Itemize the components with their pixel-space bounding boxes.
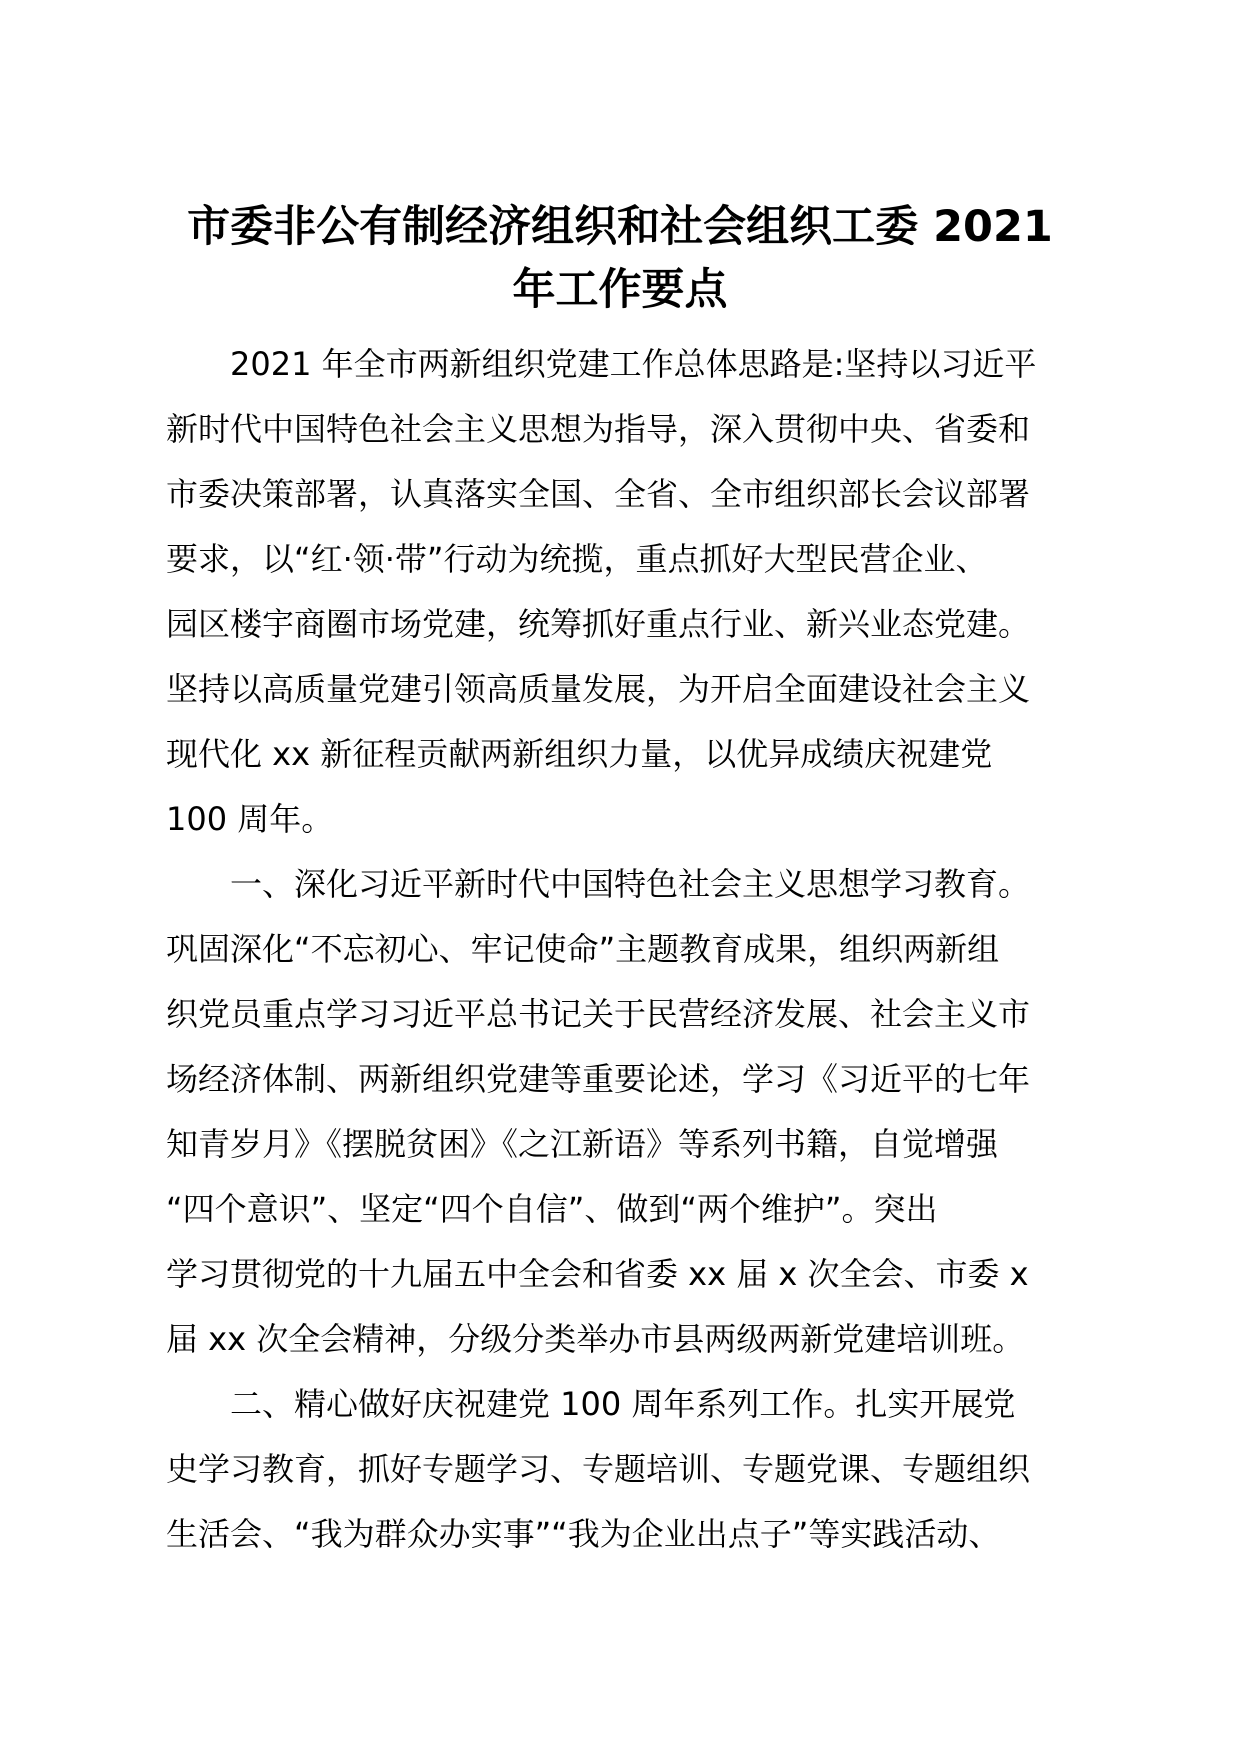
- document-title: [160, 196, 1080, 322]
- paragraph-1-line-6: 坚持以高质量党建引领高质量发展，为开启全面建设社会主义: [166, 670, 1031, 708]
- paragraph-3-line-2: 史学习教育，抓好专题学习、专题培训、专题党课、专题组织: [166, 1450, 1031, 1488]
- document-body: [166, 332, 1078, 1567]
- paragraph-2-line-7: 学习贯彻党的十九届五中全会和省委 xx 届 x 次全会、市委 x: [166, 1255, 1029, 1293]
- paragraph-1-line-5: 园区楼宇商圈市场党建，统筹抓好重点行业、新兴业态党建。: [166, 605, 1031, 643]
- paragraph-3-line-3: 生活会、“我为群众办实事”“我为企业出点子”等实践活动、: [166, 1515, 1001, 1553]
- title-line-1: 市委非公有制经济组织和社会组织工委 2021: [187, 202, 1053, 252]
- title-line-2: 年工作要点: [512, 265, 728, 315]
- paragraph-3-line-1: 二、精心做好庆祝建党 100 周年系列工作。扎实开展党: [230, 1385, 1016, 1423]
- paragraph-1-line-4: 要求，以“红·领·带”行动为统揽，重点抓好大型民营企业、: [166, 540, 988, 578]
- paragraph-1-line-8: 100 周年。: [166, 800, 334, 838]
- paragraph-1-line-7: 现代化 xx 新征程贡献两新组织力量，以优异成绩庆祝建党: [166, 735, 993, 773]
- paragraph-2-line-5: 知青岁月》《摆脱贫困》《之江新语》等系列书籍，自觉增强: [166, 1125, 999, 1163]
- paragraph-1-line-1: 2021 年全市两新组织党建工作总体思路是:坚持以习近平: [230, 345, 1037, 383]
- paragraph-2-line-1: 一、深化习近平新时代中国特色社会主义思想学习教育。: [230, 865, 1031, 903]
- paragraph-1-line-2: 新时代中国特色社会主义思想为指导，深入贯彻中央、省委和: [166, 410, 1031, 448]
- paragraph-2-line-6: “四个意识”、坚定“四个自信”、做到“两个维护”。突出: [166, 1190, 938, 1228]
- paragraph-2-line-8: 届 xx 次全会精神，分级分类举办市县两级两新党建培训班。: [166, 1320, 1025, 1358]
- paragraph-2-line-2: 巩固深化“不忘初心、牢记使命”主题教育成果，组织两新组: [166, 930, 1000, 968]
- paragraph-1-line-3: 市委决策部署，认真落实全国、全省、全市组织部长会议部署: [166, 475, 1031, 513]
- paragraph-2-line-4: 场经济体制、两新组织党建等重要论述，学习《习近平的七年: [166, 1060, 1031, 1098]
- paragraph-2-line-3: 织党员重点学习习近平总书记关于民营经济发展、社会主义市: [166, 995, 1031, 1033]
